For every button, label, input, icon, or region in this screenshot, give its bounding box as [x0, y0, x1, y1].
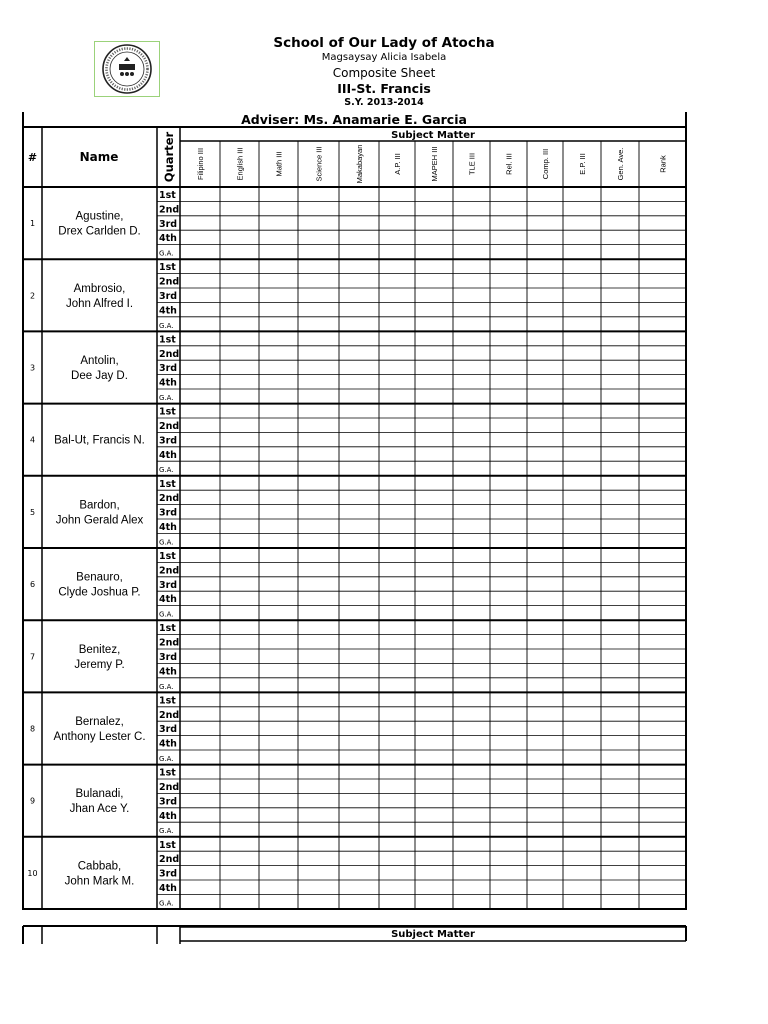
quarter-label: 3rd	[159, 435, 178, 447]
school-address: Magsaysay Alicia Isabela	[321, 52, 447, 63]
quarter-label: 3rd	[159, 724, 178, 736]
quarter-label: G.A.	[159, 466, 174, 475]
student-number: 10	[27, 868, 38, 878]
student-number: 8	[29, 724, 36, 734]
quarter-label: G.A.	[159, 682, 174, 691]
subject-header: MAPEH III	[430, 146, 439, 182]
adviser-name: Adviser: Ms. Anamarie E. Garcia	[241, 112, 467, 127]
subject-header: Filipino III	[196, 147, 205, 181]
student-number: 7	[29, 652, 36, 662]
student-name: Bulanadi,	[75, 788, 124, 801]
student-name: John Alfred I.	[65, 297, 134, 310]
quarter-label: G.A.	[159, 249, 174, 258]
subject-header: Math III	[274, 151, 284, 177]
quarter-label: 3rd	[159, 363, 178, 375]
quarter-label: G.A.	[159, 899, 174, 908]
quarter-label: 3rd	[159, 652, 178, 663]
section-name: III-St. Francis	[337, 81, 431, 96]
student-name: Jhan Ace Y.	[69, 803, 130, 816]
subject-matter-header: Subject Matter	[391, 130, 475, 141]
quarter-label: G.A.	[159, 321, 174, 330]
student-name: Ambrosio,	[73, 282, 126, 295]
quarter-label: 1st	[159, 334, 176, 346]
quarter-label: 2nd	[159, 854, 180, 866]
quarter-label: G.A.	[159, 538, 174, 547]
quarter-label: 4th	[159, 594, 177, 606]
student-number: 4	[29, 435, 36, 445]
quarter-label: 2nd	[159, 421, 180, 432]
student-number: 6	[29, 580, 36, 590]
quarter-label: 2nd	[159, 493, 180, 505]
student-name: Clyde Joshua P.	[58, 586, 141, 599]
subject-header: Science III	[314, 146, 324, 182]
quarter-label: 4th	[159, 810, 177, 822]
next-subject-matter-header: Subject Matter	[391, 929, 475, 940]
student-name: Cabbab,	[77, 860, 122, 873]
quarter-label: G.A.	[159, 394, 174, 402]
student-number: 9	[29, 796, 36, 806]
quarter-label: G.A.	[159, 755, 174, 763]
student-name: Bernalez,	[75, 716, 124, 728]
quarter-label: 3rd	[159, 507, 178, 519]
col-quarter-header: Quarter	[162, 131, 176, 183]
student-name: Benitez,	[78, 643, 121, 656]
quarter-label: 1st	[159, 190, 176, 201]
quarter-label: 4th	[159, 377, 177, 389]
subject-header: Makabayan	[355, 144, 364, 184]
student-number: 1	[29, 219, 36, 229]
quarter-label: 1st	[159, 262, 176, 274]
subject-header: Comp. III	[541, 148, 550, 180]
quarter-label: G.A.	[159, 827, 174, 836]
subject-header: Rank	[658, 155, 668, 173]
student-name: Dee Jay D.	[71, 370, 128, 382]
quarter-label: 4th	[159, 666, 177, 678]
student-name: Bal-Ut, Francis N.	[54, 434, 145, 447]
student-name: Agustine,	[75, 210, 124, 223]
school-name: School of Our Lady of Atocha	[273, 35, 495, 51]
student-name: Jeremy P.	[74, 658, 125, 671]
quarter-label: 1st	[159, 478, 176, 490]
quarter-label: 2nd	[159, 276, 180, 288]
quarter-label: 4th	[159, 449, 177, 461]
quarter-label: 1st	[159, 623, 176, 635]
subject-header: English III	[235, 147, 245, 181]
subject-header: A.P. III	[393, 153, 402, 175]
student-name: Bardon,	[79, 499, 120, 512]
quarter-label: 3rd	[159, 218, 178, 230]
student-name: Anthony Lester C.	[53, 731, 146, 743]
student-number: 3	[29, 363, 36, 373]
sheet-title: Composite Sheet	[332, 66, 436, 80]
col-number-header: #	[27, 151, 38, 164]
quarter-label: 2nd	[159, 637, 180, 649]
subject-header: Gen. Ave.	[616, 147, 625, 181]
quarter-label: 4th	[159, 233, 177, 245]
student-name: John Gerald Alex	[55, 514, 144, 527]
quarter-label: 3rd	[159, 796, 178, 808]
quarter-label: 4th	[159, 883, 177, 894]
quarter-label: 1st	[159, 695, 176, 707]
quarter-label: 1st	[159, 767, 176, 779]
quarter-label: 1st	[159, 406, 176, 418]
quarter-label: 2nd	[159, 348, 180, 360]
quarter-label: 4th	[159, 305, 177, 317]
quarter-label: 2nd	[159, 204, 180, 216]
school-year: S.Y. 2013-2014	[344, 97, 424, 108]
quarter-label: 4th	[159, 522, 177, 533]
student-number: 2	[29, 291, 36, 301]
student-name: Antolin,	[80, 355, 119, 367]
subject-header: E.P. III	[578, 153, 587, 175]
student-name: John Mark M.	[64, 875, 135, 888]
quarter-label: 4th	[159, 738, 177, 750]
quarter-label: 3rd	[159, 579, 178, 591]
student-name: Benauro,	[76, 571, 123, 584]
student-number: 5	[29, 507, 36, 517]
quarter-label: 2nd	[159, 782, 180, 793]
quarter-label: 3rd	[159, 291, 178, 302]
student-name: Drex Carlden D.	[58, 225, 141, 238]
quarter-label: 3rd	[159, 868, 178, 880]
subject-header: Rel. III	[504, 153, 514, 175]
quarter-label: G.A.	[159, 610, 174, 619]
subject-header: TLE III	[467, 152, 477, 176]
quarter-label: 1st	[159, 551, 176, 562]
quarter-label: 2nd	[159, 709, 180, 721]
col-name-header: Name	[79, 150, 119, 164]
quarter-label: 2nd	[159, 565, 180, 577]
quarter-label: 1st	[159, 839, 176, 851]
